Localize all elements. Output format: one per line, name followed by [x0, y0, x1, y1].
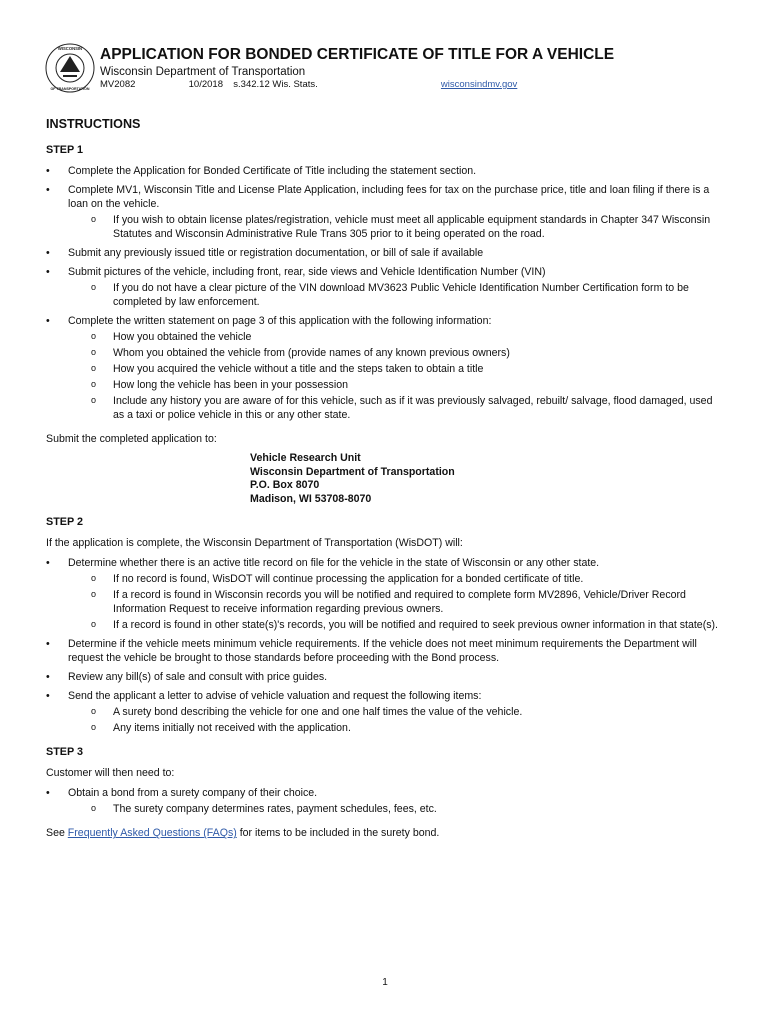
- sub-list-item: o A surety bond describing the vehicle for one and one half times the value of the vehicle.: [68, 705, 726, 719]
- form-date: 10/2018: [188, 79, 223, 90]
- svg-text:WISCONSIN: WISCONSIN: [57, 46, 83, 51]
- step-3-heading: STEP 3: [46, 746, 84, 759]
- form-title: APPLICATION FOR BONDED CERTIFICATE OF TITLE FOR A VEHICLE: [100, 46, 615, 63]
- sub-list-item: o Any items initially not received with the application.: [68, 721, 726, 735]
- sub-list-item: o How you obtained the vehicle: [68, 330, 726, 344]
- instructions-heading: INSTRUCTIONS: [46, 117, 141, 131]
- list-item: • Complete the written statement on page 3 of this application with the following information: o How you obtained the vehicle o Whom you obtained the vehicle from (provide names of any known previous owners) o How you acquired the vehicle without a title and the steps taken to obtain a title o How long the vehicle has been in your possession o Include any history you are aware of for this vehicle, such as if it was previously salvaged, rebuilt/ salvage, flood damaged, used as a taxi or police vehicle in this or any other state.: [46, 314, 726, 422]
- website-link[interactable]: wisconsindmv.gov: [440, 79, 518, 90]
- address-line: P.O. Box 8070: [250, 479, 320, 492]
- sub-list-item: o If a record is found in other state(s)'s records, you will be notified and required to seek previous owner information in that state(s).: [68, 618, 726, 632]
- svg-text:OF TRANSPORTATION: OF TRANSPORTATION: [50, 87, 90, 91]
- step-2-heading: STEP 2: [46, 516, 84, 529]
- list-item: • Determine whether there is an active title record on file for the vehicle in the state of Wisconsin or any other state. o If no record is found, WisDOT will continue processing the application for a bonded certificate of title. o If a record is found in Wisconsin records you will be notified and required to complete form MV2896, Vehicle/Driver Record Information Request to receive information regarding previous owners. o If a record is found in other state(s)'s records, you will be notified and required to seek previous owner information in that state(s).: [46, 556, 726, 632]
- sub-list-item: o The surety company determines rates, payment schedules, fees, etc.: [68, 802, 726, 816]
- list-item: • Complete the Application for Bonded Certificate of Title including the statement section.: [46, 164, 726, 178]
- sub-list-item: o Include any history you are aware of for this vehicle, such as if it was previously salvaged, rebuilt/ salvage, flood damaged, used as a taxi or police vehicle in this or any other state.: [68, 394, 726, 422]
- department-name: Wisconsin Department of Transportation: [100, 66, 306, 78]
- sub-list-item: o Whom you obtained the vehicle from (provide names of any known previous owners): [68, 346, 726, 360]
- sub-list-item: o How long the vehicle has been in your possession: [68, 378, 726, 392]
- address-line: Madison, WI 53708-8070: [250, 492, 372, 505]
- list-item: • Determine if the vehicle meets minimum vehicle requirements. If the vehicle does not meet minimum requirements the Department will request the vehicle be brought to those standards before proceeding with the Bond process.: [46, 637, 726, 665]
- list-item: • Complete MV1, Wisconsin Title and License Plate Application, including fees for tax on the purchase price, title and loan filing if there is a loan on the vehicle. o If you wish to obtain license plates/registration, vehicle must meet all applicable equipment standards in Chapter 347 Wisconsin Statutes and Wisconsin Administrative Rule Trans 305 prior to it being operated on the road.: [46, 183, 726, 241]
- sub-list-item: o If no record is found, WisDOT will continue processing the application for a bonded certificate of title.: [68, 572, 726, 586]
- list-item: • Review any bill(s) of sale and consult with price guides.: [46, 670, 726, 684]
- list-item: • Send the applicant a letter to advise of vehicle valuation and request the following items: o A surety bond describing the vehicle for one and one half times the value of the vehicle. o Any items initially not received with the application.: [46, 689, 726, 735]
- step-2-intro: If the application is complete, the Wisconsin Department of Transportation (WisDOT) will:: [46, 537, 463, 550]
- submit-instruction: Submit the completed application to:: [46, 433, 217, 445]
- statute-reference: s.342.12 Wis. Stats.: [233, 79, 318, 90]
- mailing-address: [250, 452, 726, 506]
- list-item: • Obtain a bond from a surety company of their choice. o The surety company determines rates, payment schedules, fees, etc.: [46, 786, 726, 816]
- step-3-intro: Customer will then need to:: [46, 767, 175, 780]
- sub-list-item: o If a record is found in Wisconsin records you will be notified and required to complete form MV2896, Vehicle/Driver Record Information Request to receive information regarding previous owners.: [68, 588, 726, 616]
- list-item: • Submit any previously issued title or registration documentation, or bill of sale if available: [46, 246, 726, 260]
- sub-list-item: o If you do not have a clear picture of the VIN download MV3623 Public Vehicle Identification Number Certification form to be completed by law enforcement.: [68, 281, 726, 309]
- page-number: 1: [382, 977, 388, 988]
- faq-note: See Frequently Asked Questions (FAQs) for items to be included in the surety bond.: [46, 827, 440, 840]
- instructions-body: [46, 117, 726, 846]
- sub-list-item: o How you acquired the vehicle without a title and the steps taken to obtain a title: [68, 362, 726, 376]
- form-info-line: [100, 79, 517, 90]
- wisdot-seal-logo: [44, 42, 96, 94]
- sub-list-item: o If you wish to obtain license plates/registration, vehicle must meet all applicable equipment standards in Chapter 347 Wisconsin Statutes and Wisconsin Administrative Rule Trans 305 prior to it being operated on the road.: [68, 213, 726, 241]
- step-1-heading: STEP 1: [46, 144, 84, 156]
- address-line: Vehicle Research Unit: [250, 452, 361, 464]
- form-number: MV2082: [100, 79, 136, 90]
- address-line: Wisconsin Department of Transportation: [250, 465, 455, 478]
- list-item: • Submit pictures of the vehicle, including front, rear, side views and Vehicle Identification Number (VIN) o If you do not have a clear picture of the VIN download MV3623 Public Vehicle Identification Number Certification form to be completed by law enforcement.: [46, 265, 726, 309]
- faq-link[interactable]: Frequently Asked Questions (FAQs): [67, 827, 237, 840]
